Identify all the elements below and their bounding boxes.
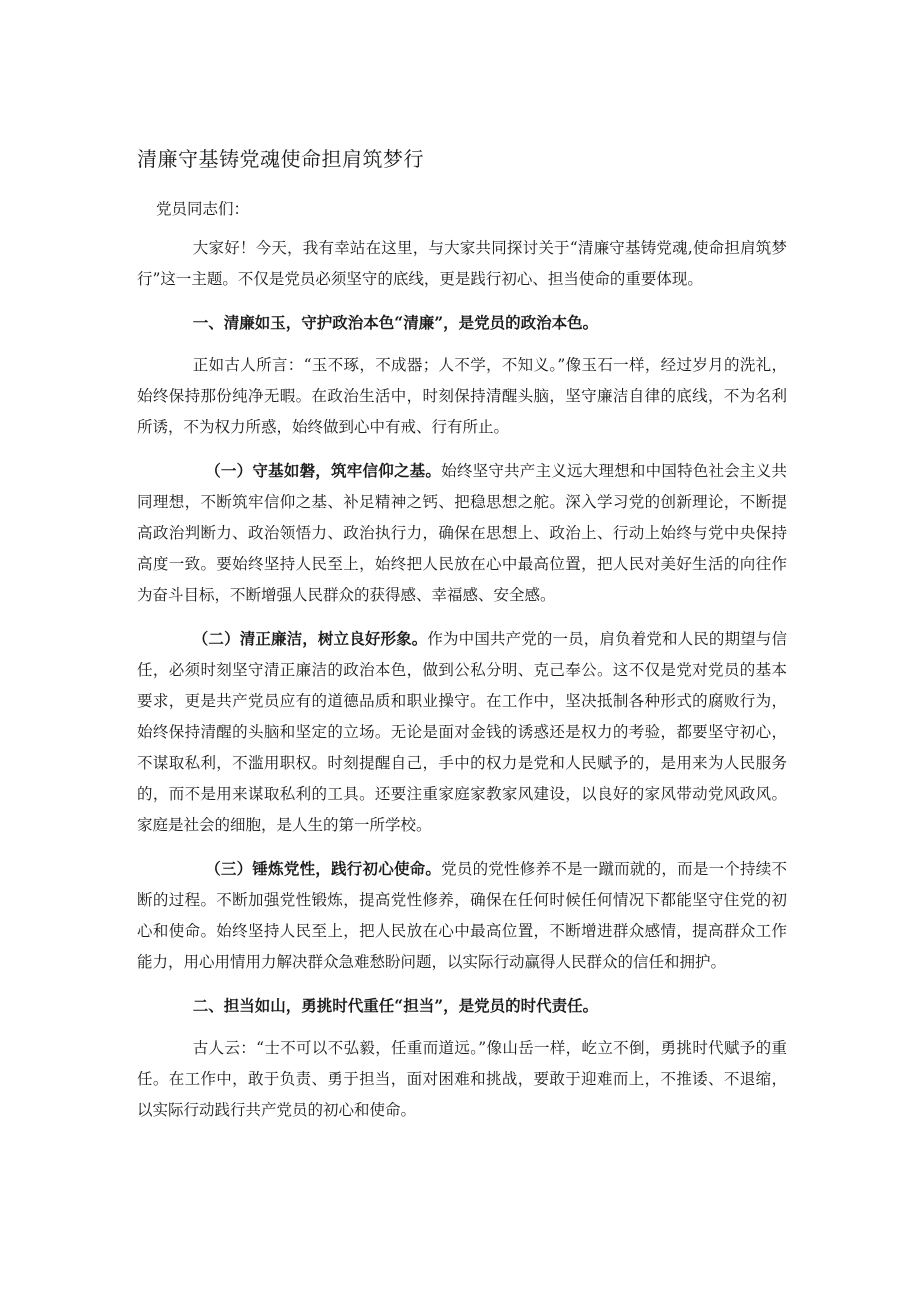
subsection-2-text: 作为中国共产党的一员，肩负着党和人民的期望与信任，必须时刻坚守清正廉洁的政治本色，做到公私分明、克己奉公。这不仅是党对党员的基本要求，更是共产党员应有的道德品质和职业操守。在工作中，坚决抵制各种形式的腐败行为，始终保持清醒的头脑和坚定的立场。无论是面对金钱的诱惑还是权力的考验，都要坚守初心，不谋取私利，不滥用职权。时刻提醒自己，手中的权力是党和人民赋予的，是用来为人民服务的，而不是用来谋取私利的工具。还要注重家庭家教家风建设，以良好的家风带动党风政风。家庭是社会的细胞，是人生的第一所学校。	[137, 630, 787, 834]
intro-paragraph: 大家好！今天，我有幸站在这里，与大家共同探讨关于“清廉守基铸党魂,使命担肩筑梦行”这一主题。不仅是党员必须坚守的底线，更是践行初心、担当使命的重要体现。	[137, 239, 787, 288]
document-title: 清廉守基铸党魂使命担肩筑梦行	[137, 147, 424, 171]
salutation: 党员同志们：	[156, 200, 250, 218]
subsection-2-paragraph	[137, 623, 787, 841]
subsection-3-lead: （三）锤炼党性，践行初心使命。	[205, 859, 442, 878]
subsection-2-lead: （二）清正廉洁，树立良好形象。	[192, 629, 428, 648]
section-2-paragraph: 古人云：“士不可以不弘毅，任重而道远。”像山岳一样，屹立不倒，勇挑时代赋予的重任。在工作中，敢于负责、勇于担当，面对困难和挑战，要敢于迎难而上，不推诿、不退缩，以实际行动践行共产党员的初心和使命。	[137, 1039, 787, 1119]
document-body	[137, 233, 787, 1126]
subsection-1-text: 始终坚守共产主义远大理想和中国特色社会主义共同理想，不断筑牢信仰之基、补足精神之钙、把稳思想之舵。深入学习党的创新理论，不断提高政治判断力、政治领悟力、政治执行力，确保在思想上、政治上、行动上始终与党中央保持高度一致。要始终坚持人民至上，始终把人民放在心中最高位置，把人民对美好生活的向往作为奋斗目标，不断增强人民群众的获得感、幸福感、安全感。	[137, 462, 787, 604]
subsection-3-text: 党员的党性修养不是一蹴而就的，而是一个持续不断的过程。不断加强党性锻炼，提高党性修养，确保在任何时候任何情况下都能坚守住党的初心和使命。始终坚持人民至上，把人民放在心中最高位置，不断增进群众感情，提高群众工作能力，用心用情用力解决群众急难愁盼问题，以实际行动赢得人民群众的信任和拥护。	[137, 860, 787, 971]
subsection-1-lead: （一）守基如磐，筑牢信仰之基。	[205, 461, 442, 480]
section-2-heading: 二、担当如山，勇挑时代重任“担当”，是党员的时代责任。	[192, 996, 599, 1015]
subsection-3-paragraph	[137, 853, 787, 978]
section-1-paragraph: 正如古人所言：“玉不琢，不成器；人不学，不知义。”像玉石一样，经过岁月的洗礼，始终保持那份纯净无暇。在政治生活中，时刻保持清醒头脑，坚守廉洁自律的底线，不为名利所诱，不为权力所惑，始终做到心中有戒、行有所止。	[137, 356, 787, 436]
section-1-heading: 一、清廉如玉，守护政治本色“清廉”，是党员的政治本色。	[192, 313, 599, 332]
subsection-1-paragraph	[137, 455, 787, 611]
